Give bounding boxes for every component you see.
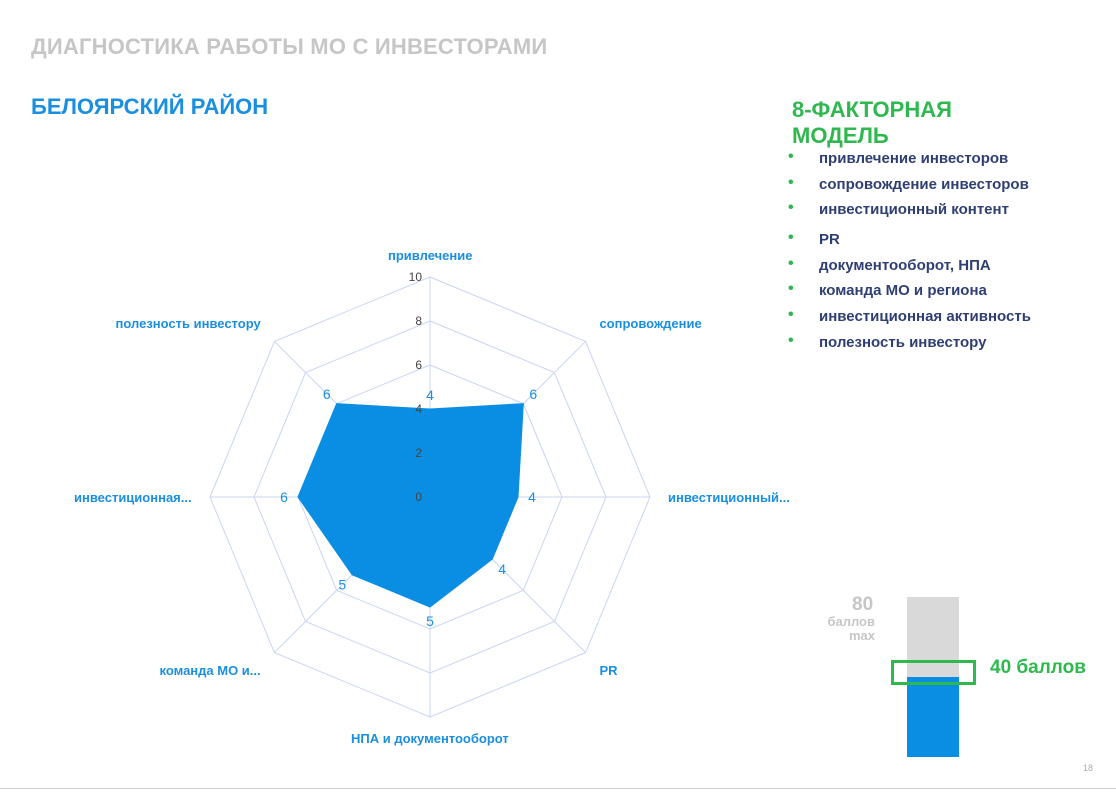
radar-series-area <box>298 404 523 607</box>
radar-axis-label: PR <box>599 662 618 678</box>
radar-value-label: 6 <box>529 385 538 402</box>
radar-axis-label: НПА и документооборот <box>351 731 509 746</box>
bottom-divider <box>0 788 1116 789</box>
radar-value-label: 4 <box>528 489 536 505</box>
model-title: 8-ФАКТОРНАЯ МОДЕЛЬ <box>792 97 952 148</box>
radar-tick-label: 6 <box>415 358 422 372</box>
score-label: 40 баллов <box>990 657 1086 678</box>
page-title: ДИАГНОСТИКА РАБОТЫ МО С ИНВЕСТОРАМИ <box>31 34 548 59</box>
radar-axis-label: инвестиционная... <box>74 489 192 505</box>
radar-tick-label: 0 <box>415 490 422 504</box>
factor-list <box>788 148 1031 358</box>
score-bar-fill <box>907 677 959 757</box>
bullet-icon: • <box>788 199 794 217</box>
factor-item: • PR <box>788 229 840 249</box>
radar-tick-label: 2 <box>415 446 422 460</box>
radar-axis-label: привлечение <box>388 248 473 263</box>
radar-axis-label: команда МО и... <box>159 662 261 678</box>
radar-value-label: 6 <box>322 385 331 402</box>
radar-value-label: 5 <box>426 613 434 629</box>
radar-value-label: 4 <box>426 387 434 403</box>
bullet-icon: • <box>788 254 794 272</box>
factor-item: • команда МО и региона <box>788 280 987 300</box>
bullet-icon: • <box>788 173 794 191</box>
bullet-icon: • <box>788 331 794 349</box>
factor-item: • полезность инвестору <box>788 331 987 351</box>
radar-axis-label: инвестиционный... <box>668 489 790 505</box>
factor-item: • сопровождение инвесторов <box>788 173 1029 193</box>
page-number: 18 <box>1083 763 1094 773</box>
max-score-caption: баллов max <box>827 614 875 643</box>
radar-tick-label: 10 <box>408 270 422 284</box>
factor-item: • документооборот, НПА <box>788 254 991 274</box>
radar-tick-label: 4 <box>415 402 422 416</box>
score-frame <box>891 660 976 685</box>
radar-value-label: 5 <box>338 576 347 593</box>
radar-value-label: 6 <box>280 489 288 505</box>
factor-item: • инвестиционный контент <box>788 199 1009 219</box>
bullet-icon: • <box>788 148 794 165</box>
max-score-value: 80 <box>852 594 874 615</box>
bullet-icon: • <box>788 229 794 247</box>
factor-item: • привлечение инвесторов <box>788 148 1009 167</box>
radar-axis-label: полезность инвестору <box>115 316 261 332</box>
radar-value-label: 4 <box>498 561 507 578</box>
radar-axis-label: сопровождение <box>599 316 702 332</box>
radar-tick-label: 8 <box>415 314 422 328</box>
bullet-icon: • <box>788 306 794 324</box>
bullet-icon: • <box>788 280 794 298</box>
district-title: БЕЛОЯРСКИЙ РАЙОН <box>31 94 269 119</box>
factor-item: • инвестиционная активность <box>788 306 1031 326</box>
